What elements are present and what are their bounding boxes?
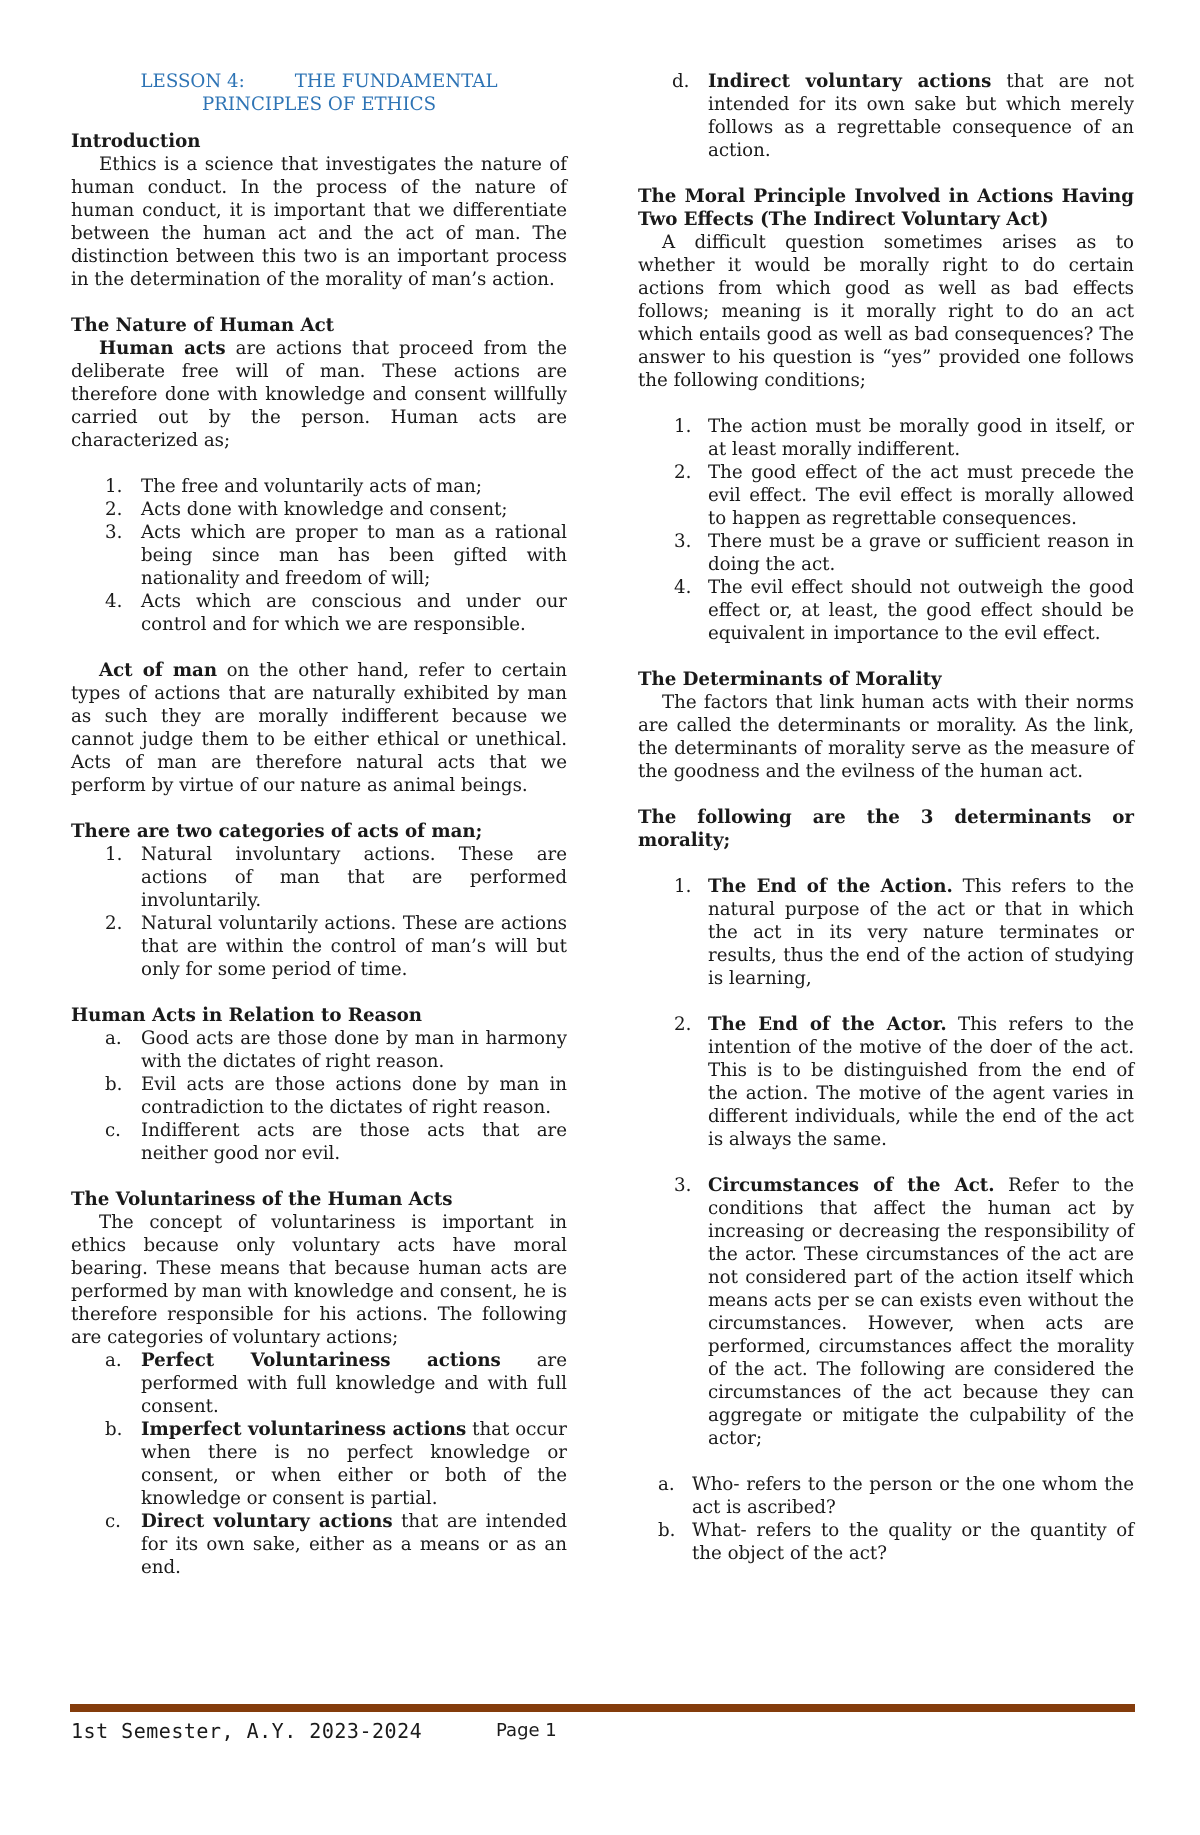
list-item: c. Direct voluntary actions that are intended for its own sake, either as a means or as an end. [105,1511,567,1578]
reason-heading: Human Acts in Relation to Reason [71,1005,422,1026]
determinants-heading: The Determinants of Morality [638,669,942,690]
voluntariness-list [71,1349,567,1579]
left-column [71,70,567,1579]
right-column [638,70,1134,1565]
act-of-man-body: Act of man on the other hand, refer to certain types of actions that are naturally exhibited by man as such they are morally indifferent because we cannot judge them to be either ethical or unethical. Acts of man are therefore natural acts that we perform by virtue of our nature as animal beings. [71,660,567,796]
human-acts-term: Human acts [99,338,226,359]
voluntariness-body: The concept of voluntariness is important in ethics because only voluntary acts have moral bearing. These means that because human acts are performed by man with knowledge and consent, he is therefore responsible for his actions. The following are categories of voluntary actions; [71,1212,567,1348]
categories-heading: There are two categories of acts of man; [71,821,483,842]
list-item: d. Indirect voluntary actions that are not intended for its own sake but which merely follows as a regrettable consequence of an action. [672,71,1134,161]
voluntariness-list-continued [638,70,1134,162]
list-item: 3. Circumstances of the Act. Refer to the conditions that affect the human act by increasing or decreasing the responsibility of the actor. These circumstances of the act are not considered part of the action itself which means acts per se can exists even without the circumstances. However, when acts are performed, circumstances affect the morality of the act. The following are considered the circumstances of the act because they can aggregate or mitigate the culpability of the actor; [674,1175,1134,1449]
list-item: 2. Acts done with knowledge and consent; [105,499,508,520]
list-item: a. Good acts are those done by man in harmony with the dictates of right reason. [105,1028,567,1072]
act-of-man-term: Act of man [99,660,218,681]
nature-body-text: are actions that proceed from the deliberate free will of man. These actions are therefore done with knowledge and consent willfully carried out by the person. Human acts are characterized as; [71,338,567,451]
list-item: 3. There must be a grave or sufficient reason in doing the act. [674,531,1134,575]
lesson-title [71,70,567,116]
nature-body [71,337,567,452]
list-item: 4. The evil effect should not outweigh the good effect or, at least, the good effect should be equivalent in importance to the evil effect. [674,577,1134,644]
determinants-subheading: The following are the 3 determinants or morality; [638,807,1134,851]
reason-list [71,1027,567,1165]
two-effects-body: A difficult question sometimes arises as to whether it would be morally right to do certain actions from which good as well as bad effects follows; meaning is it morally right to do an act which entails good as well as bad consequences? The answer to his question is “yes” provided one follows the following conditions; [638,232,1134,391]
introduction-body: Ethics is a science that investigates the nature of human conduct. In the process of the nature of human conduct, it is important that we differentiate between the human act and the act of man. The distinction between this two is an important process in the determination of the morality of man’s action. [71,154,567,290]
list-item: 2. The End of the Actor. This refers to the intention of the motive of the doer of the act. This is to be distinguished from the end of the action. The motive of the agent varies in different individuals, while the end of the act is always the same. [674,1014,1134,1150]
two-effects-heading: The Moral Principle Involved in Actions Having Two Effects (The Indirect Voluntary Act) [638,186,1134,230]
list-item: b. Imperfect voluntariness actions that occur when there is no perfect knowledge or consent, or when either or both of the knowledge or consent is partial. [105,1419,567,1509]
lesson-title-line1: THE FUNDAMENTAL [294,71,498,92]
list-item: b. Evil acts are those actions done by man in contradiction to the dictates of right reason. [105,1074,567,1118]
list-item: 1. The action must be morally good in itself, or at least morally indifferent. [674,416,1134,460]
lesson-number: LESSON 4: [140,71,245,92]
list-item: 2. The good effect of the act must precede the evil effect. The evil effect is morally allowed to happen as regrettable consequences. [674,462,1134,529]
list-item: a. Who- refers to the person or the one whom the act is ascribed? [658,1474,1134,1518]
voluntariness-heading: The Voluntariness of the Human Acts [71,1189,453,1210]
list-item: 1. Natural involuntary actions. These are actions of man that are performed involuntarily. [105,844,567,911]
list-item: a. Perfect Voluntariness actions are performed with full knowledge and with full consent. [105,1350,567,1417]
determinants-body: The factors that link human acts with their norms are called the determinants or morality. As the link, the determinants of morality serve as the measure of the goodness and the evilness of the human act. [638,692,1134,782]
introduction-heading: Introduction [71,131,201,152]
determinants-list [638,875,1134,1450]
footer-page-number: Page 1 [496,1720,557,1741]
categories-list [71,843,567,981]
list-item: 2. Natural voluntarily actions. These are actions that are within the control of man’s will but only for some period of time. [105,913,567,980]
two-effects-conditions-list [638,415,1134,645]
list-item: 4. Acts which are conscious and under our control and for which we are responsible. [105,591,567,635]
list-item: c. Indifferent acts are those acts that are neither good nor evil. [105,1120,567,1164]
list-item: 1. The End of the Action. This refers to the natural purpose of the act or that in which the act in its very nature terminates or results, thus the end of the action of studying is learning, [674,876,1134,989]
nature-heading: The Nature of Human Act [71,315,335,336]
circumstances-list [638,1473,1134,1565]
list-item: 1. The free and voluntarily acts of man; [105,476,482,497]
footer-semester: 1st Semester, A.Y. 2023-2024 [71,1719,423,1743]
footer-divider [70,1704,1135,1712]
lesson-title-line2: PRINCIPLES OF ETHICS [201,94,437,115]
list-item: b. What- refers to the quality or the quantity of the object of the act? [658,1520,1134,1564]
human-act-characteristics-list [71,475,567,636]
list-item: 3. Acts which are proper to man as a rational being since man has been gifted with nationality and freedom of will; [105,522,567,589]
